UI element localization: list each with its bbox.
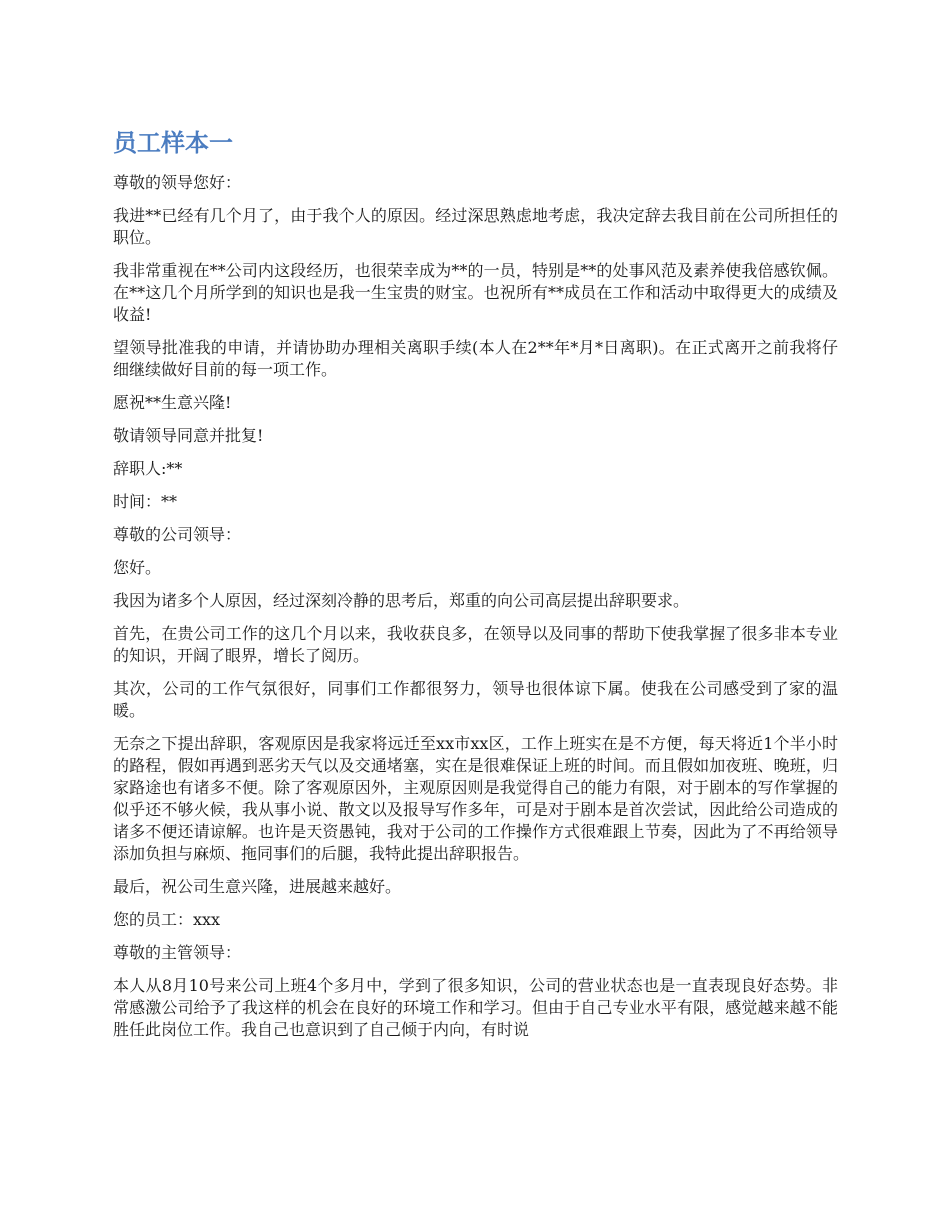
paragraph-body: 其次，公司的工作气氛很好，同事们工作都很努力，领导也很体谅下属。使我在公司感受到了家的温暖。 (113, 679, 838, 720)
paragraph-body: 我因为诸多个人原因，经过深刻冷静的思考后，郑重的向公司高层提出辞职要求。 (113, 591, 690, 610)
paragraph-body: 无奈之下提出辞职，客观原因是我家将远迁至xx市xx区，工作上班实在是不方便，每天将近1个半小时的路程，假如再遇到恶劣天气以及交通堵塞，实在是很难保证上班的时间。而且假如加夜班、晚班，归家路途也有诸多不便。除了客观原因外，主观原因则是我觉得自己的能力有限，对于剧本的写作掌握的似乎还不够火候，我从事小说、散文以及报导写作多年，可是对于剧本是首次尝试，因此给公司造成的诸多不便还请谅解。也许是天资愚钝，我对于公司的工作操作方式很难跟上节奏，因此为了不再给领导添加负担与麻烦、拖同事们的后腿，我特此提出辞职报告。 (113, 734, 838, 863)
paragraph-body: 本人从8月10号来公司上班4个多月中，学到了很多知识，公司的营业状态也是一直表现良好态势。非常感激公司给予了我这样的机会在良好的环境工作和学习。但由于自己专业水平有限，感觉越来越不能胜任此岗位工作。我自己也意识到了自己倾于内向，有时说 (113, 976, 838, 1039)
paragraph-signer: 您的员工：xxx (113, 910, 221, 929)
paragraph-hello: 您好。 (113, 558, 162, 577)
paragraph-body: 首先，在贵公司工作的这几个月以来，我收获良多，在领导以及同事的帮助下使我掌握了很多非本专业的知识，开阔了眼界，增长了阅历。 (113, 624, 838, 665)
paragraph-signer: 辞职人:** (113, 459, 183, 478)
paragraph-greeting-1: 尊敬的领导您好： (113, 173, 242, 192)
paragraph-greeting-2: 尊敬的公司领导： (113, 525, 242, 544)
paragraph-body: 望领导批准我的申请，并请协助办理相关离职手续(本人在2**年*月*日离职)。在正式离开之前我将仔细继续做好目前的每一项工作。 (113, 338, 838, 379)
paragraph-closing: 最后，祝公司生意兴隆，进展越来越好。 (113, 877, 402, 896)
paragraph-time: 时间：** (113, 492, 178, 511)
document-title: 员工样本一 (113, 129, 233, 157)
paragraph-body: 我非常重视在**公司内这段经历，也很荣幸成为**的一员，特别是**的处事风范及素养使我倍感钦佩。在**这几个月所学到的知识也是我一生宝贵的财宝。也祝所有**成员在工作和活动中取得更大的成绩及收益! (113, 261, 838, 324)
paragraph-body: 我进**已经有几个月了，由于我个人的原因。经过深思熟虑地考虑，我决定辞去我目前在公司所担任的职位。 (113, 206, 838, 247)
paragraph-request: 敬请领导同意并批复! (113, 426, 264, 445)
paragraph-greeting-3: 尊敬的主管领导： (113, 943, 242, 962)
paragraph-wish: 愿祝**生意兴隆! (113, 393, 232, 412)
